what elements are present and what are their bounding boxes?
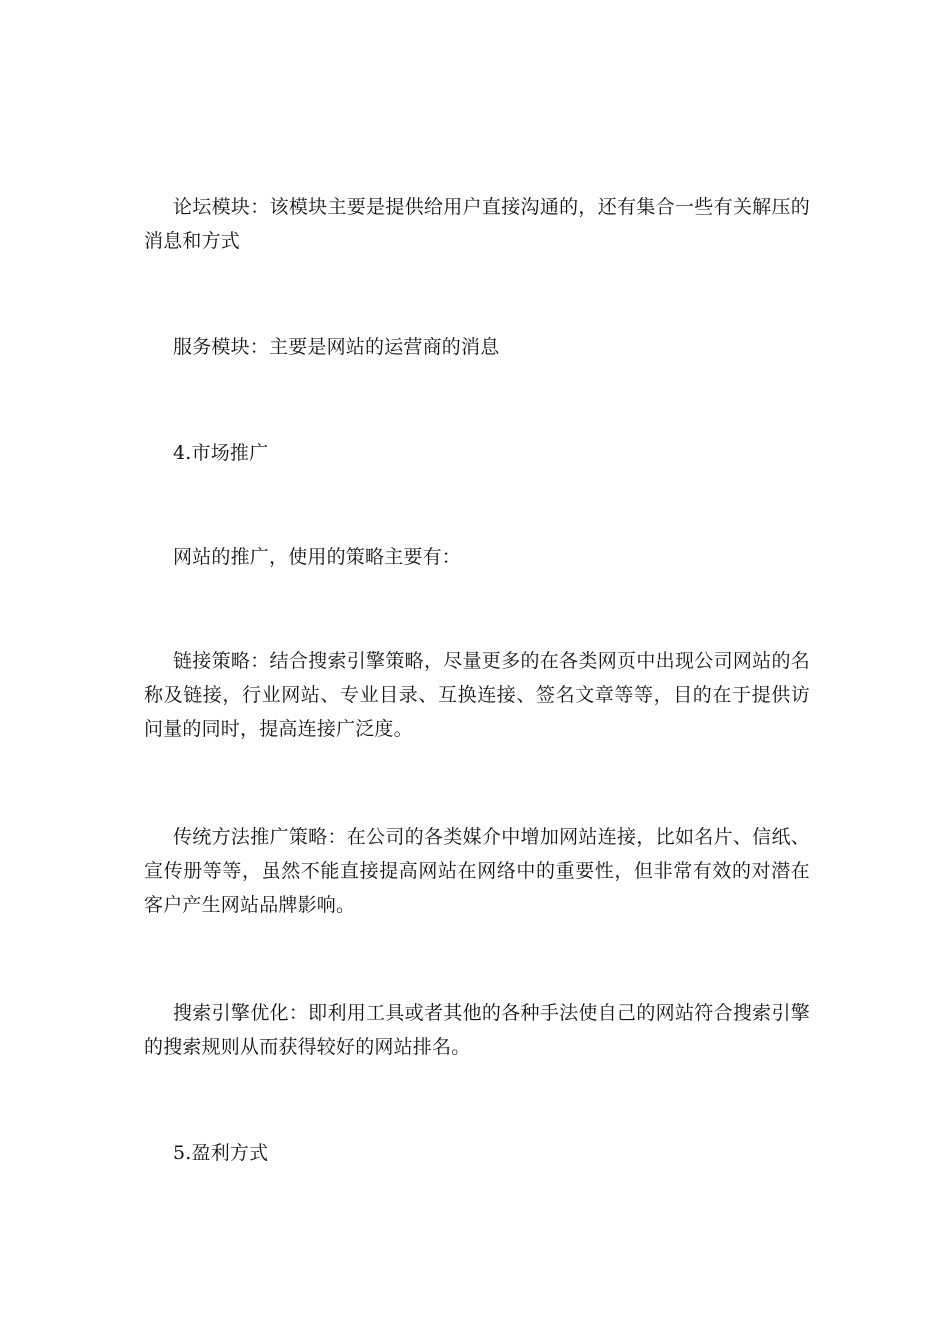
paragraph-seo: 搜索引擎优化：即利用工具或者其他的各种手法使自己的网站符合搜索引擎的搜索规则从而获得较好的网站排名。: [144, 1002, 810, 1058]
paragraph-promotion-intro: 网站的推广，使用的策略主要有：: [173, 546, 462, 568]
section-heading-market-promotion: 4.市场推广: [173, 442, 269, 464]
paragraph-link-strategy: 链接策略：结合搜索引擎策略，尽量更多的在各类网页中出现公司网站的名称及链接，行业网站、专业目录、互换连接、签名文章等等，目的在于提供访问量的同时，提高连接广泛度。: [144, 650, 810, 740]
section-heading-profit-model: 5.盈利方式: [173, 1142, 269, 1164]
paragraph-service-module: 服务模块：主要是网站的运营商的消息: [173, 336, 500, 358]
paragraph-forum-module: 论坛模块：该模块主要是提供给用户直接沟通的，还有集合一些有关解压的消息和方式: [144, 196, 810, 252]
paragraph-traditional-strategy: 传统方法推广策略：在公司的各类媒介中增加网站连接，比如名片、信纸、宣传册等等，虽然不能直接提高网站在网络中的重要性，但非常有效的对潜在客户产生网站品牌影响。: [144, 826, 810, 916]
